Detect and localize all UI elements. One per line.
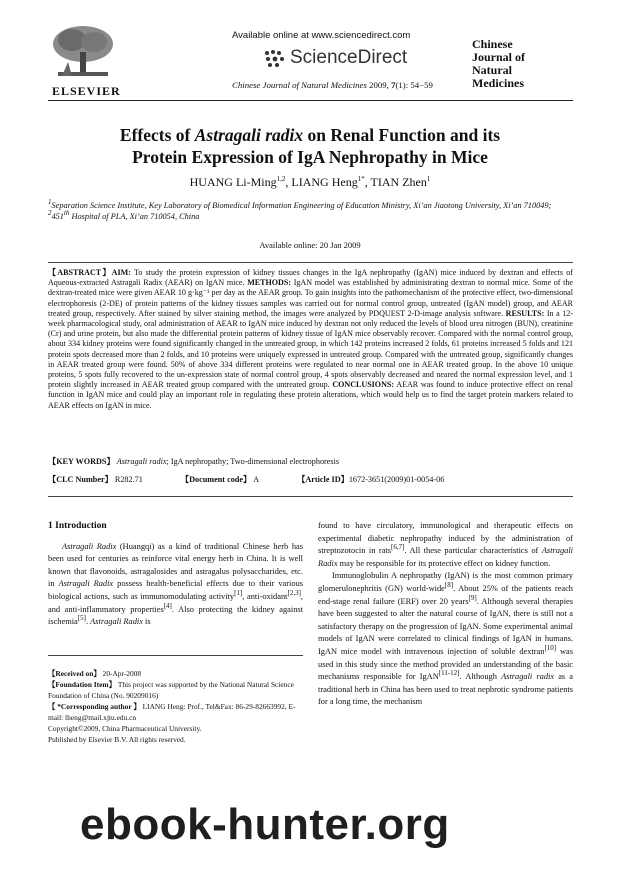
body-left-column xyxy=(48,520,303,629)
footnotes: 【Received on】 20-Apr-2008 【Foundation Item】 This project was supported by the National Natural Science Foundation of China (No. 90209016) 【 *Corresponding author 】 LIANG Heng: Prof., Tel&Fax: 86-29-82663992, E-mail: lheng@mail.xjtu.edu.cn Copyright©2009, China Pharmaceutical University. Published by Elsevier B.V. All rights reserved. xyxy=(48,669,296,744)
section-heading: 1 Introduction xyxy=(48,521,107,531)
journal-citation: Chinese Journal of Natural Medicines 2009, 7(1): 54−59 xyxy=(232,80,433,90)
classification-line: 【CLC Number】 R282.71 【Document code】 A 【Article ID】1672-3651(2009)01-0054-06 xyxy=(48,475,445,484)
author-list: HUANG Li-Ming$^{1,2}$, LIANG Heng$^{1*}$, TIAN Zhen$^1$ xyxy=(189,175,431,189)
watermark-text: ebook-hunter.org xyxy=(80,800,450,849)
available-online-url[interactable]: Available online at www.sciencedirect.com xyxy=(232,30,411,41)
abstract-divider xyxy=(48,262,573,263)
article-title: Effects of Astragali radix on Renal Function and its Protein Expression of IgA Nephropathy in Mice xyxy=(119,125,501,167)
journal-title-box: Chinese Journal of Natural Medicines xyxy=(472,37,526,90)
affiliations: $^1$Separation Science Institute, Key Laboratory of Biomedical Information Engineering of Education Ministry, Xi’an Jiaotong University, Xi’an 710049; $^2$451th Hospital of PLA, Xi’an 710054, China xyxy=(48,198,552,221)
intro-paragraph-continued: found to have circulatory, immunological and therapeutic effects on experimental diabetic nephropathy induced by the administration of streptozotocin in rats[6,7]. All these particular characteristics of Astragali Radix may be responsible for its protective effect on kidney function. xyxy=(318,521,573,568)
keywords: 【KEY WORDS】 Astragali radix; IgA nephropathy; Two-dimensional electrophoresis xyxy=(48,457,340,466)
elsevier-tree-logo xyxy=(48,22,118,84)
footnote-divider xyxy=(48,655,303,656)
sciencedirect-logo-icon xyxy=(262,48,288,70)
publisher-name: ELSEVIER xyxy=(52,84,121,98)
sciencedirect-brand: ScienceDirect xyxy=(290,47,408,68)
header-divider xyxy=(48,100,573,101)
iga-paragraph: Immunoglobulin A nephropathy (IgAN) is the most common primary glomerulonephritis (GN) world-wide[8]. About 25% of the patients reach end-stage renal failure (ERF) over 20 years[9]. Although several therapies have been suggested to alter the natural course of IgAN, there is still not a satisfactory therapy on the progression of IgAN. Some experimental animal models of IgAN were correlated to clinical findings of IgAN in humans. IgAN mice model with intravenous injection of soluble dextran[10] was used in this study since the method provided an understanding of the basic mechanisms responsible for IgAN[11-12]. Although Astragali radix as a traditional herb in China has been used to treat nephrotic syndrome patients for a long time, the mechanism xyxy=(318,571,574,707)
intro-paragraph: Astragali Radix (Huangqi) as a kind of traditional Chinese herb has been used for centuries as reinforce vital energy herb in China. It is well known that flavonoids, astragalosides and astragalus polysaccharides, etc. in Astragali Radix possess health-beneficial effects due to their various biological actions, such as immunomodulating activity[1], anti-oxidant[2,3], and anti-inflammatory properties[4]. Also protecting the kidney against ischemia[5]. Astragali Radix is xyxy=(48,541,304,627)
body-divider xyxy=(48,496,573,497)
body-right-column xyxy=(318,520,573,709)
abstract-text: 【ABSTRACT】AIM: To study the protein expression of kidney tissues changes in the IgA nephropathy (IgAN) mice induced by dextran and effects of Aqueous-extracted Astragali Radix (AEAR) on IgAN mice. METHODS: IgAN model was established by administrating dextran to normal mice. Some of the dextran-treated mice were given AEAR 10 g·kg⁻¹ per day as the AEAR group. To gain insights into the pathomechanism of the protective effect, two-dimensional electrophoresis (2-DE) of protein patterns of the kidney tissues samples was carried out for normal control group, untreated (IgAN model) group, and AEAR treated group, respectively. After stained by silver staining method, the images were analyzed by PDQUEST 2-D-image analysis software. RESULTS: In a 12-week pharmacological study, oral administration of AEAR to IgAN mice induced by dextran not only reduced the levels of blood urea nitrogen (BUN), creatinine (Cr) and urine protein, but also made the differential protein patterns of kidney tissue of IgAN mice observably recover. Compared with the normal control group, about 334 kidney proteins were found significantly changed in the untreated group, in which 142 proteins increased 2 folds, 61 proteins increased 5 folds and 121 protein spots decreased more than 2 folds, and 10 proteins were uniquely expressed in untreated group. Compared with the untreated group, significantly changes in AEAR treated group were found. 50% of above 334 different proteins were regulated to near normal one in AEAR treated group. In the above 10 unique proteins, 5 spots fully recovered to the un-expression state of normal control group, 4 spots observably decreased and neared the normal expression level, and 1 protein slightly increased in AEAR treated group compared with the untreated group. CONCLUSIONS: AEAR was found to induce protective effect on renal function in IgAN mice and could play an important role in regulating these protein alterations, which would help us to find the target protein markers related to AEAR effects on IgAN in mice. xyxy=(48,268,573,410)
available-online-date: Available online: 20 Jan 2009 xyxy=(259,240,361,250)
